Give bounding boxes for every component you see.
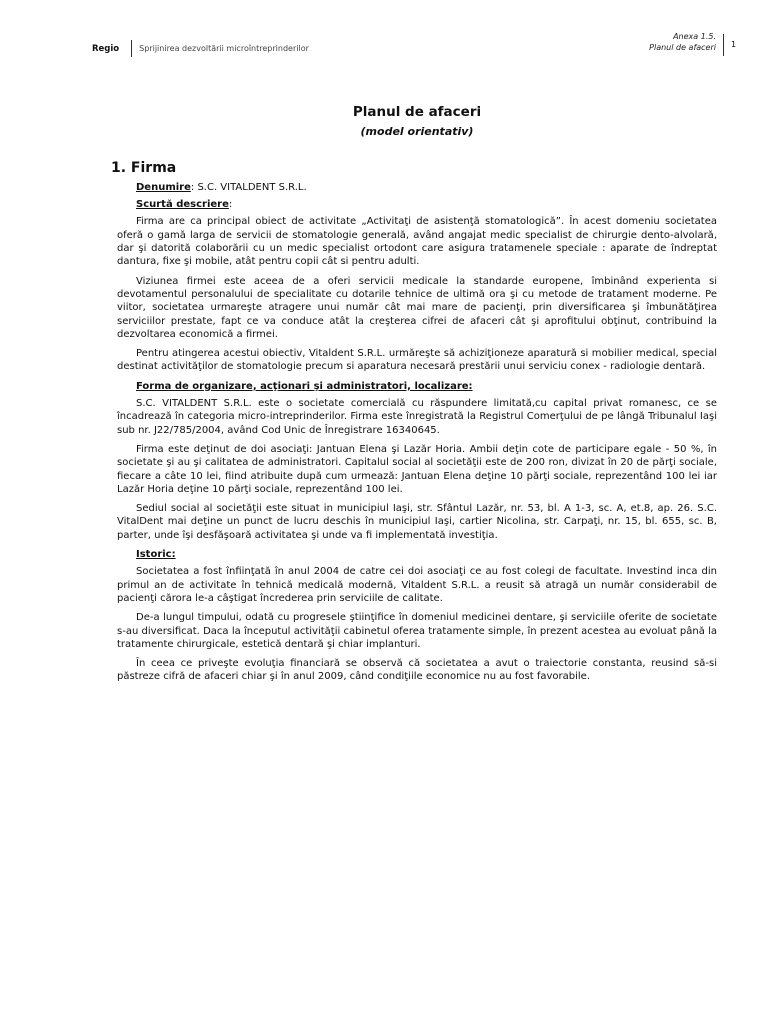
denumire-label: Denumire (136, 181, 191, 193)
header-right-divider (723, 34, 724, 56)
forma-organizare-label: Forma de organizare, acţionari şi administratori, localizare: (136, 380, 473, 392)
paragraph: Pentru atingerea acestui obiectiv, Vitaldent S.R.L. urmăreşte să achiziţioneze aparatură si mobilier medical, special destinat activităţilor de stomatologie precum si aparatura necesară prestării unui serviciu conex - radiologie dentară. (117, 348, 717, 373)
paragraph: Firma este deţinut de doi asociaţi: Jantuan Elena şi Lazăr Horia. Ambii deţin cote de participare egale - 50 %, în societate şi au şi calitatea de administratori. Capitalul social al societăţii este de 200 ron, divizat în 20 de părţi sociale, fiecare a câte 10 lei, fiind atribuite după cum urmează: Jantuan Elena deţine 10 părţi sociale, reprezentând 100 lei iar Lazăr Horia deţine 10 părţi sociale, reprezentând 100 lei. (117, 443, 717, 495)
paragraph: Societatea a fost înfiinţată în anul 2004 de catre cei doi asociaţi ce au fost colegi de facultate. Investind inca din primul an de activitate în tehnică medicală modernă, Vitaldent S.R.L. a reusit să atragă un număr considerabil de pacienţi cărora le-a câştigat încrederea prin serviciile de calitate. (117, 566, 717, 604)
header-subtitle: Sprijinirea dezvoltării microîntreprinderilor (139, 44, 309, 53)
paragraph: Sediul social al societăţii este situat in municipiul Iaşi, str. Sfântul Lazăr, nr. 53, bl. A 1-3, sc. A, et.8, ap. 26. S.C. VitalDent mai deţine un punct de lucru deschis în municipiul Iaşi, cartier Nicolina, str. Carpaţi, nr. 15, bl. 655, sc. B, parter, unde îşi desfăşoară activitatea şi unde va fi implementată investiţia. (117, 503, 717, 541)
scurta-descriere-colon: : (228, 199, 233, 211)
paragraph: În ceea ce priveşte evoluţia financiară se observă că societatea a avut o traiectorie constanta, reusind să-si păstreze cifră de afaceri chiar şi în anul 2009, când condiţiile economice nu au fost favorabile. (117, 658, 717, 683)
scurta-descriere-line (136, 198, 717, 211)
document-body (111, 104, 717, 690)
annex-label: Anexa 1.5. (673, 32, 716, 41)
brand-logo: Regio (92, 43, 120, 54)
istoric-line (136, 548, 717, 561)
paragraph: S.C. VITALDENT S.R.L. este o societate comercială cu răspundere limitată,cu capital privat romanesc, ce se încadrează în categoria micro-intreprinderilor. Firma este înregistrată la Registrul Comerţului de pe lângă Tribunalul Iaşi sub nr. J22/785/2004, având Cod Unic de Înregistrare 16340645. (117, 398, 717, 436)
section-title: 1. Firma (111, 159, 177, 176)
scurta-descriere-label: Scurtă descriere (136, 199, 229, 211)
doc-name-label: Planul de afaceri (649, 43, 716, 52)
page-header (0, 0, 768, 60)
paragraph: Firma are ca principal obiect de activitate „Activitaţi de asistenţă stomatologică”. În acest domeniu societatea oferă o gamă larga de servicii de stomatologie generală, având angajat medic specialist de chirurgie dento-alvolară, dar şi datorită colaborării cu un medic specialist ortodont care asigura tratamenele speciale : aparate de îndreptat dantura, fixe şi mobile, atât pentru copii cât si pentru adulti. (117, 216, 717, 268)
page-number: 1 (731, 40, 737, 49)
denumire-value: : S.C. VITALDENT S.R.L. (190, 181, 307, 193)
header-right (649, 31, 716, 53)
paragraph: Viziunea firmei este aceea de a oferi servicii medicale la standarde europene, îmbinând experienta si devotamentul personalului de specialitate cu dotarile tehnice de ultimă ora şi cu metode de tratament moderne. Pe viitor, societatea urmareşte atragere unui număr cât mai mare de pacienţi, prin diversificarea şi îmbunătăţirea serviciilor prestate, fapt ce va conduce atât la creşterea cifrei de afaceri cât şi aprofitului obţinut, contribuind la dezvoltarea economică a firmei. (117, 275, 717, 340)
forma-organizare-line (136, 380, 717, 393)
header-divider (131, 40, 132, 57)
document-subtitle: (model orientativ) (360, 125, 474, 139)
header-left (92, 40, 309, 57)
document-title: Planul de afaceri (352, 104, 482, 120)
paragraph: De-a lungul timpului, odată cu progresele ştiinţifice în domeniul medicinei dentare, şi serviciile oferite de societate s-au diversificat. Daca la începutul activităţii cabinetul oferea tratamente simple, în prezent acestea au evoluat până la tratamente chirurgicale, estetică dentară şi chiar implanturi. (117, 612, 717, 650)
istoric-label: Istoric: (136, 549, 176, 561)
denumire-line (136, 181, 717, 194)
